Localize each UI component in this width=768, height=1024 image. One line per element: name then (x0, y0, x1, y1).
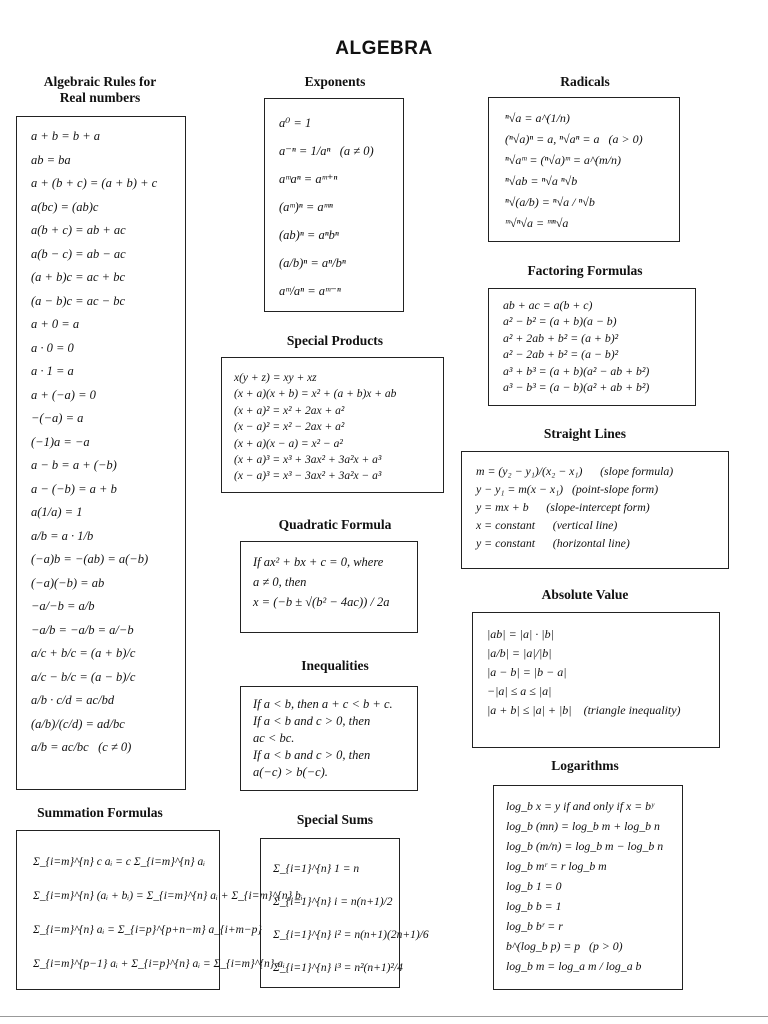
formula-line: (ⁿ√a)ⁿ = a, ⁿ√aⁿ = a (a > 0) (505, 132, 643, 146)
quadratic-heading: Quadratic Formula (278, 517, 392, 532)
formula-line: a/b = a · 1/b (31, 528, 94, 543)
formula-line: ⁿ√(a/b) = ⁿ√a / ⁿ√b (505, 195, 595, 209)
formula-line: a · 1 = a (31, 364, 74, 378)
summation-heading: Summation Formulas (37, 805, 163, 820)
formula-line: a + 0 = a (31, 317, 80, 331)
formula-line: |a − b| = |b − a| (487, 665, 567, 679)
formula-line: log_b mʳ = r log_b m (506, 859, 607, 873)
formula-line: a ≠ 0, then (253, 575, 307, 589)
formula-line: a(−c) > b(−c). (253, 765, 328, 779)
formula-line: Σ_{i=m}^{n} aᵢ = Σ_{i=p}^{p+n−m} a_{i+m−p} (33, 924, 263, 936)
formula-line: (ab)ⁿ = aⁿbⁿ (279, 228, 339, 242)
formula-line: a/b = ac/bc (c ≠ 0) (31, 740, 132, 754)
formula-line: Σ_{i=m}^{n} c aᵢ = c Σ_{i=m}^{n} aᵢ (33, 856, 206, 868)
formula-line: (x + a)³ = x³ + 3ax² + 3a²x + a³ (234, 454, 382, 467)
quadratic-box (240, 541, 418, 633)
special-products-heading: Special Products (286, 333, 384, 348)
logarithms-box (493, 785, 683, 990)
formula-line: a − (−b) = a + b (31, 481, 117, 496)
formula-line: −|a| ≤ a ≤ |a| (487, 684, 552, 698)
formula-line: Σ_{i=1}^{n} 1 = n (273, 863, 360, 875)
formula-line: x = (−b ± √(b² − 4ac)) / 2a (253, 595, 390, 609)
inequalities-box (240, 686, 418, 791)
formula-line: ⁿ√aᵐ = (ⁿ√a)ᵐ = a^(m/n) (505, 153, 621, 167)
formula-line: |a/b| = |a|/|b| (487, 646, 552, 660)
formula-line: |a + b| ≤ |a| + |b| (triangle inequality) (487, 703, 681, 717)
formula-line: Σ_{i=m}^{n} (aᵢ + bᵢ) = Σ_{i=m}^{n} aᵢ + Σ_{i=m}^{n} bᵢ (33, 890, 303, 902)
formula-line: Σ_{i=1}^{n} i² = n(n+1)(2n+1)/6 (273, 929, 429, 941)
formula-line: x(y + z) = xy + xz (234, 372, 317, 384)
formula-line: x = constant (vertical line) (476, 518, 618, 532)
formula-line: log_b 1 = 0 (506, 879, 562, 893)
formula-line: a/c − b/c = (a − b)/c (31, 669, 136, 684)
formula-line: a² − b² = (a + b)(a − b) (503, 314, 617, 329)
formula-line: a/b · c/d = ac/bd (31, 693, 115, 707)
formula-line: (a − b)c = ac − bc (31, 293, 126, 308)
formula-line: (x + a)² = x² + 2ax + a² (234, 404, 345, 417)
formula-line: y = mx + b (slope-intercept form) (476, 500, 650, 514)
formula-line: ac < bc. (253, 731, 295, 745)
logarithms-heading: Logarithms (551, 758, 619, 773)
formula-line: a³ − b³ = (a − b)(a² + ab + b²) (503, 380, 650, 395)
formula-line: (x − a)³ = x³ − 3ax² + 3a²x − a³ (234, 470, 382, 483)
formula-line: ab + ac = a(b + c) (503, 298, 593, 312)
formula-line: If a < b and c > 0, then (253, 714, 371, 728)
formula-line: (x + a)(x + b) = x² + (a + b)x + ab (234, 388, 397, 401)
exponents-box (264, 98, 404, 312)
formula-line: (x + a)(x − a) = x² − a² (234, 437, 343, 450)
formula-line: a⁻ⁿ = 1/aⁿ (a ≠ 0) (279, 144, 374, 158)
formula-line: b^(log_b p) = p (p > 0) (506, 939, 623, 953)
formula-line: ab = ba (31, 152, 71, 167)
special-sums-heading: Special Sums (296, 812, 374, 827)
formula-line: y − y₁ = m(x − x₁) (point-slope form) (476, 482, 659, 496)
formula-line: a(b − c) = ab − ac (31, 246, 126, 261)
formula-line: a³ + b³ = (a + b)(a² − ab + b²) (503, 363, 650, 378)
scan-edge-line (0, 1016, 768, 1017)
formula-line: (x − a)² = x² − 2ax + a² (234, 421, 345, 434)
formula-line: a − b = a + (−b) (31, 458, 117, 472)
formula-line: −a/b = −a/b = a/−b (31, 622, 134, 637)
formula-line: If a < b, then a + c < b + c. (253, 697, 393, 711)
summation-box (16, 830, 303, 990)
formula-line: (a + b)c = ac + bc (31, 270, 126, 284)
formula-line: m = (y₂ − y₁)/(x₂ − x₁) (slope formula) (476, 464, 674, 478)
formula-line: Σ_{i=1}^{n} i³ = n²(n+1)²/4 (273, 962, 403, 974)
formula-line: ᵐ√ⁿ√a = ᵐⁿ√a (505, 216, 569, 230)
formula-line: |ab| = |a| · |b| (487, 627, 554, 641)
special-sums-box (260, 838, 429, 988)
formula-line: a² + 2ab + b² = (a + b)² (503, 330, 619, 345)
formula-line: aᵐ/aⁿ = aᵐ⁻ⁿ (279, 284, 341, 298)
formula-line: Σ_{i=1}^{n} i = n(n+1)/2 (273, 896, 393, 908)
formula-line: a/c + b/c = (a + b)/c (31, 646, 136, 660)
radicals-heading: Radicals (560, 74, 610, 89)
formula-line: a(b + c) = ab + ac (31, 223, 126, 237)
formula-line: (aᵐ)ⁿ = aᵐⁿ (279, 200, 333, 214)
formula-line: If ax² + bx + c = 0, where (253, 555, 384, 569)
formula-line: ⁿ√ab = ⁿ√a ⁿ√b (505, 174, 578, 188)
formula-line: a + (b + c) = (a + b) + c (31, 176, 158, 190)
formula-line: log_b bʳ = r (506, 919, 563, 933)
formula-line: (−a)(−b) = ab (31, 575, 105, 590)
formula-line: a² − 2ab + b² = (a − b)² (503, 347, 619, 362)
formula-line: (−a)b = −(ab) = a(−b) (31, 552, 149, 566)
formula-line: (a/b)ⁿ = aⁿ/bⁿ (279, 256, 346, 270)
formula-line: log_b m = log_a m / log_a b (506, 959, 642, 973)
formula-line: a⁰ = 1 (279, 116, 312, 130)
formula-line: Σ_{i=m}^{p−1} aᵢ + Σ_{i=p}^{n} aᵢ = Σ_{i=m}^{n} aᵢ (33, 958, 285, 970)
formula-line: (a/b)/(c/d) = ad/bc (31, 716, 125, 731)
formula-line: log_b (m/n) = log_b m − log_b n (506, 839, 664, 853)
formula-line: (−1)a = −a (31, 434, 90, 449)
straight-lines-box (461, 451, 729, 569)
page-title: ALGEBRA (335, 38, 433, 59)
formula-line: −(−a) = a (31, 411, 84, 425)
formula-line: aᵐaⁿ = aᵐ⁺ⁿ (279, 172, 338, 186)
algebraic-rules-box (16, 116, 186, 790)
formula-line: a · 0 = 0 (31, 340, 74, 355)
special-products-box (221, 357, 444, 493)
formula-line: y = constant (horizontal line) (476, 536, 630, 550)
formula-line: log_b (mn) = log_b m + log_b n (506, 819, 660, 833)
factoring-heading: Factoring Formulas (527, 263, 643, 278)
absolute-value-box (472, 612, 720, 748)
formula-line: log_b x = y if and only if x = bʸ (506, 799, 655, 813)
formula-line: a(bc) = (ab)c (31, 199, 99, 214)
exponents-heading: Exponents (304, 74, 366, 89)
formula-line: a + b = b + a (31, 129, 101, 143)
formula-line: −a/−b = a/b (31, 599, 95, 613)
formula-line: a + (−a) = 0 (31, 387, 96, 402)
formula-line: ⁿ√a = a^(1/n) (505, 111, 570, 125)
radicals-box (488, 97, 680, 242)
absolute-value-heading: Absolute Value (541, 587, 629, 602)
formula-line: If a < b and c > 0, then (253, 748, 371, 762)
algebraic-rules-heading: Algebraic Rules for Real numbers (43, 74, 157, 105)
formula-line: log_b b = 1 (506, 899, 562, 913)
inequalities-heading: Inequalities (301, 658, 369, 673)
factoring-box (488, 288, 696, 406)
formula-line: a(1/a) = 1 (31, 505, 83, 519)
straight-lines-heading: Straight Lines (543, 426, 627, 441)
